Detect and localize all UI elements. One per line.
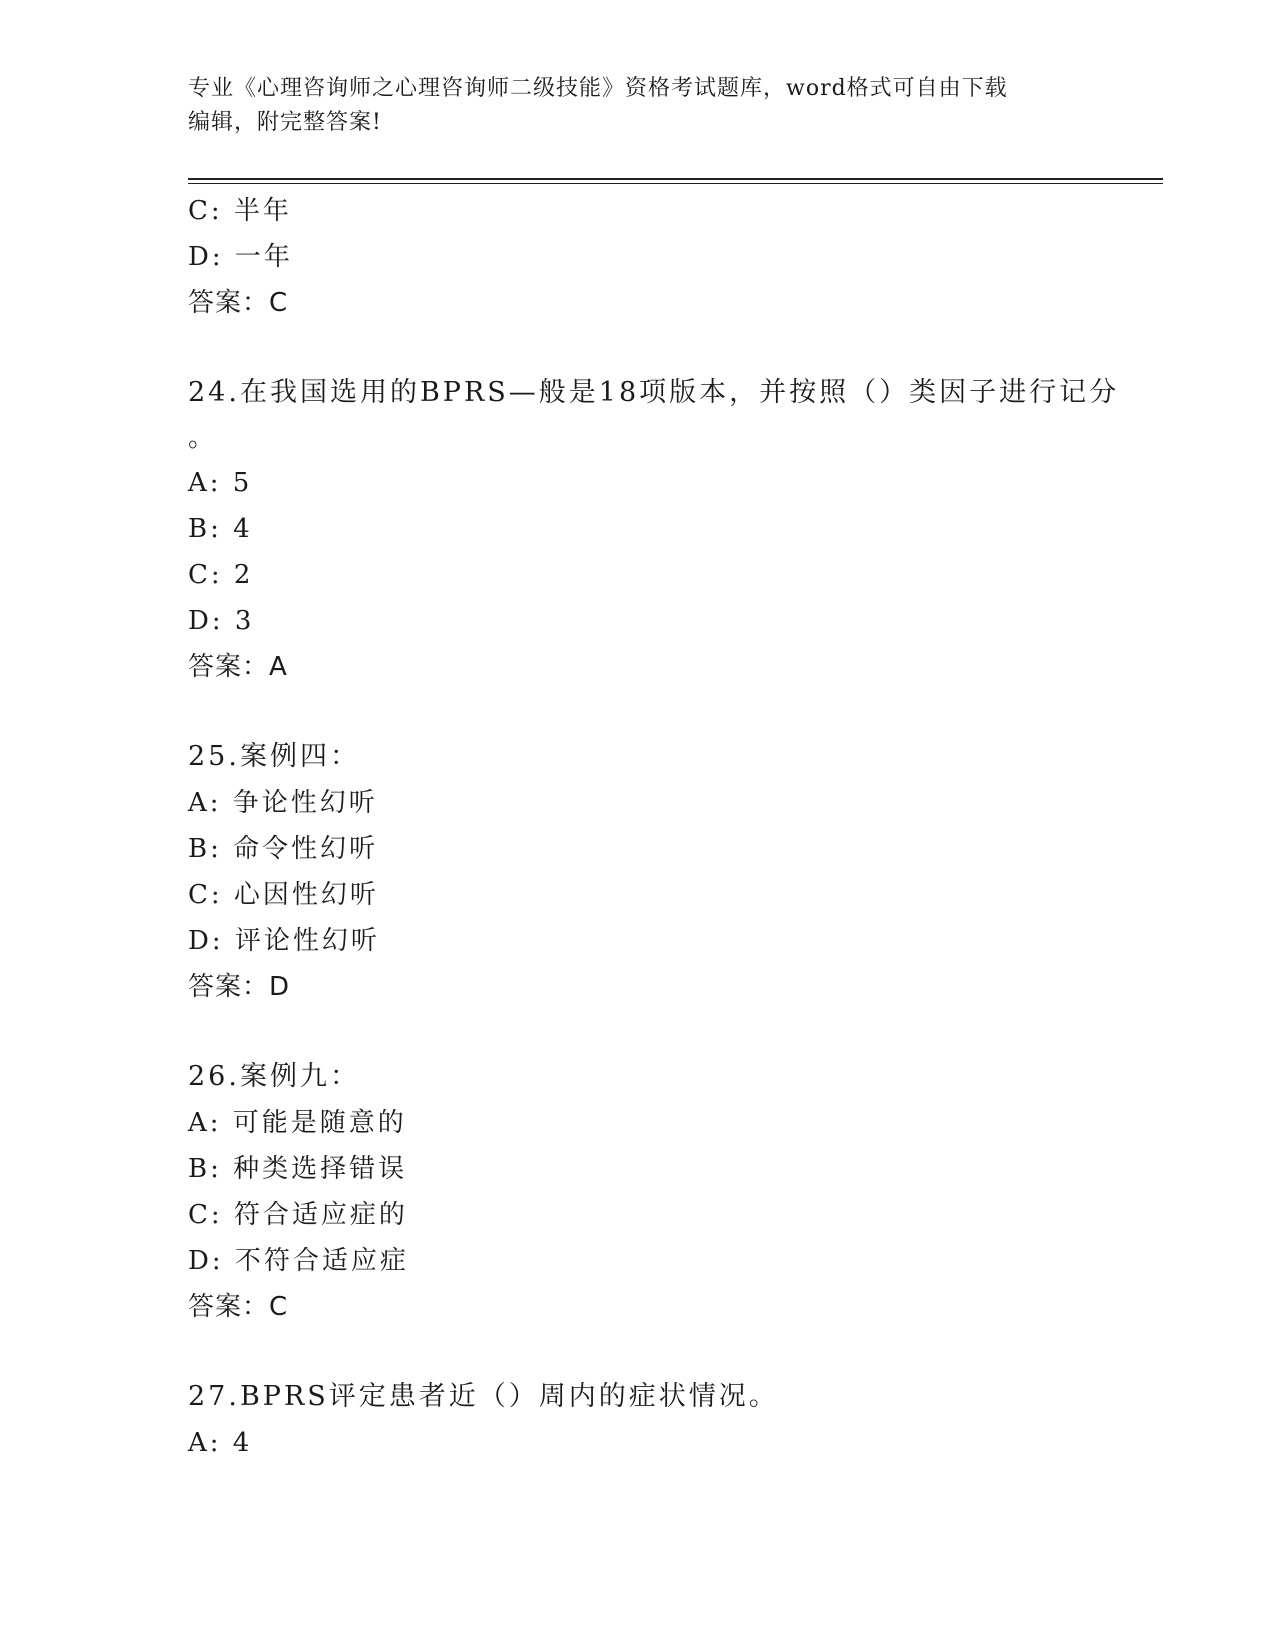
spacer bbox=[188, 1010, 1088, 1054]
option-a: A: 可能是随意的 bbox=[188, 1108, 407, 1138]
option-a: A: 5 bbox=[188, 468, 253, 498]
question-24 bbox=[188, 370, 1120, 690]
header-line-2: 编辑，附完整答案! bbox=[188, 110, 382, 135]
question-26 bbox=[188, 1054, 1088, 1330]
option-c: C: 半年 bbox=[188, 196, 292, 226]
header-divider-thick bbox=[188, 178, 1163, 180]
option-d: D: 评论性幻听 bbox=[188, 926, 380, 956]
question-stem: 27.BPRS评定患者近（）周内的症状情况。 bbox=[188, 1381, 779, 1412]
option-b: B: 4 bbox=[188, 514, 253, 544]
header-divider-thin bbox=[188, 183, 1163, 184]
spacer bbox=[188, 326, 1088, 370]
question-27 bbox=[188, 1374, 1088, 1466]
option-b: B: 种类选择错误 bbox=[188, 1154, 408, 1184]
question-25 bbox=[188, 734, 1088, 1010]
option-a: A: 4 bbox=[188, 1428, 253, 1458]
option-b: B: 命令性幻听 bbox=[188, 834, 379, 864]
answer-line: 答案：C bbox=[188, 1292, 289, 1322]
question-stem-continuation: 。 bbox=[188, 423, 215, 453]
question-stem: 25.案例四： bbox=[188, 741, 360, 772]
option-c: C: 符合适应症的 bbox=[188, 1200, 408, 1230]
option-c: C: 2 bbox=[188, 560, 254, 590]
document-header bbox=[188, 72, 1068, 140]
option-d: D: 不符合适应症 bbox=[188, 1246, 409, 1276]
answer-line: 答案：D bbox=[188, 972, 291, 1002]
header-line-1: 专业《心理咨询师之心理咨询师二级技能》资格考试题库，word格式可自由下载 bbox=[188, 76, 1008, 101]
option-d: D: 3 bbox=[188, 606, 255, 636]
option-c: C: 心因性幻听 bbox=[188, 880, 379, 910]
spacer bbox=[188, 690, 1088, 734]
answer-line: 答案：C bbox=[188, 288, 289, 318]
question-list bbox=[188, 188, 1120, 1466]
question-stem: 26.案例九： bbox=[188, 1061, 360, 1092]
question-stem: 24.在我国选用的BPRS—般是18项版本，并按照（）类因子进行记分 bbox=[188, 377, 1120, 408]
spacer bbox=[188, 1330, 1088, 1374]
question-23 bbox=[188, 188, 1088, 326]
answer-line: 答案：A bbox=[188, 652, 288, 682]
option-a: A: 争论性幻听 bbox=[188, 788, 378, 818]
option-d: D: 一年 bbox=[188, 242, 293, 272]
